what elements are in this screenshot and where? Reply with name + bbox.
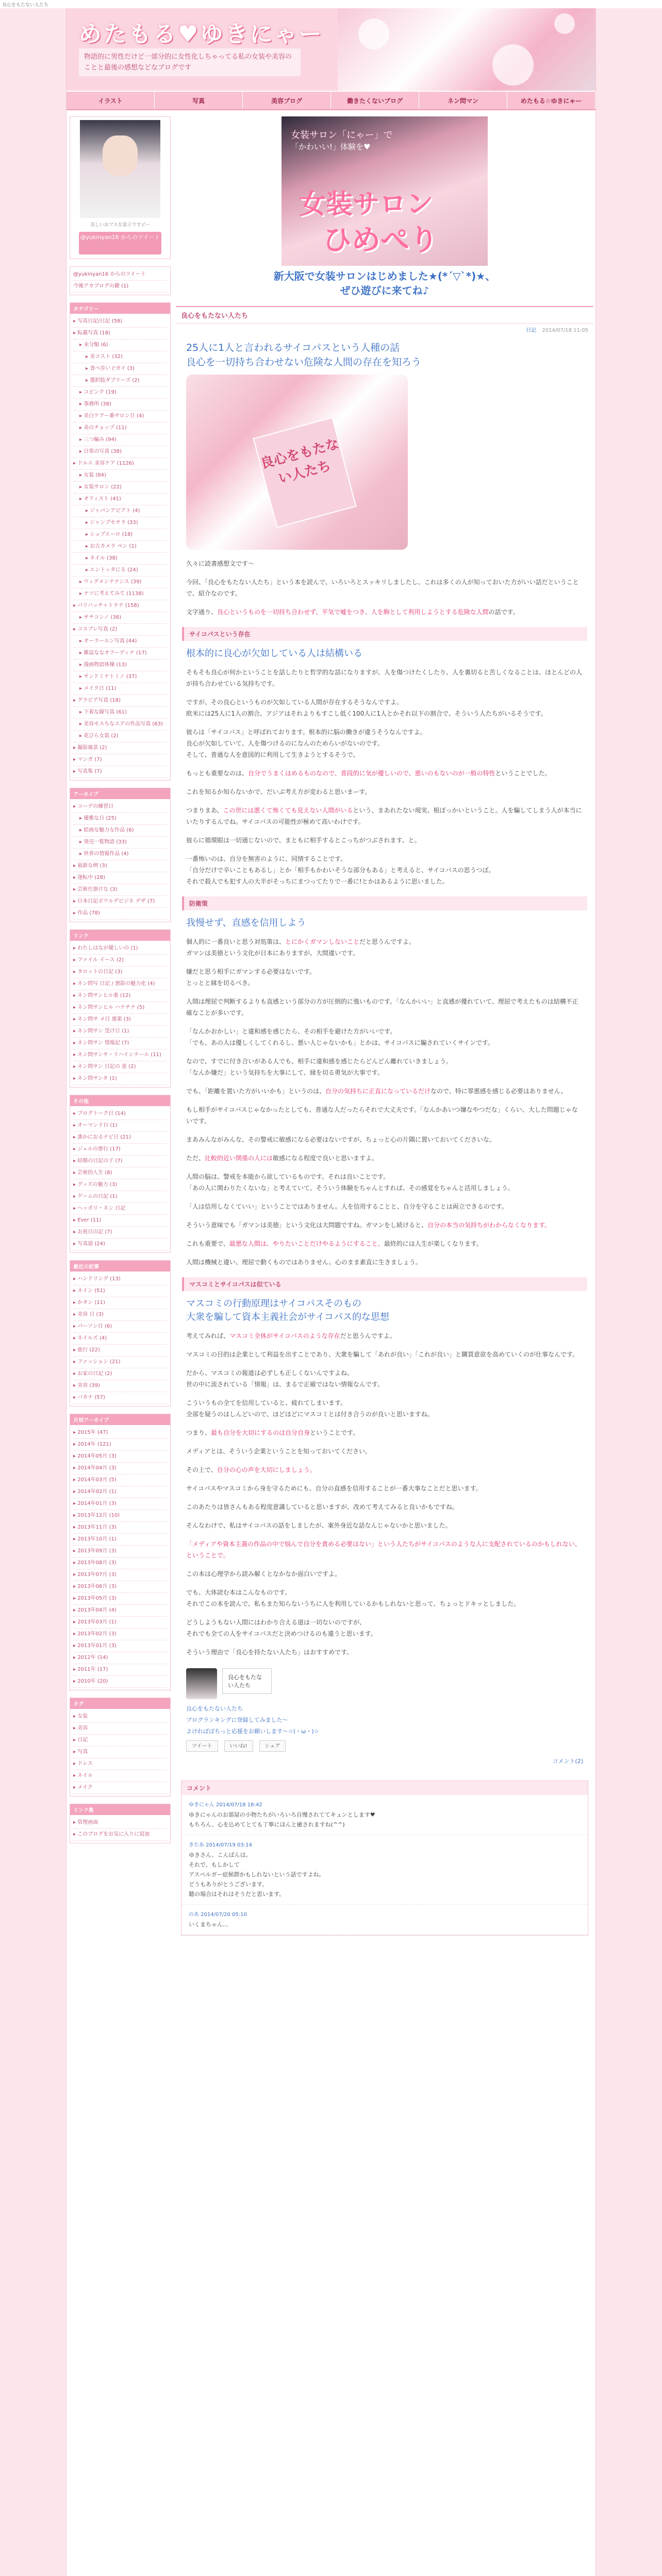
paragraph: 人間は機械と違い、理屈で動くものではありません。心のまま素直に生きましょう。 (186, 1259, 422, 1266)
archive-item[interactable]: ▸ 芸術仕掛けな (3) (73, 884, 167, 896)
link-item[interactable]: ▸ ネン問サンタ (1) (73, 1073, 167, 1085)
entry-title (186, 341, 583, 369)
nav-nowork-blog[interactable]: 働きたくないブログ (331, 92, 419, 109)
entry-header[interactable]: 良心をもたない人たち (176, 306, 593, 324)
monthly-title: 月別アーカイブ (70, 1414, 170, 1425)
misc-item[interactable]: ▸ ヘッポリ・ネン 日記 (73, 1203, 167, 1215)
book-photo (186, 375, 408, 550)
paragraph: その上で、自分の心の声を大切にしましょう。 (186, 1466, 316, 1473)
category-item[interactable]: ▸ 三つ編み (94) (73, 434, 167, 446)
comment-count-link[interactable]: コメント(2) (552, 1758, 583, 1765)
category-item[interactable]: ▸ グラビア写真 (18) (73, 695, 167, 707)
share-buttons (186, 1740, 583, 1752)
category-item[interactable]: ▸ コスプレ写真 (2) (73, 624, 167, 636)
category-item[interactable]: ▸ 美白ケアー番サロン日 (4) (73, 411, 167, 422)
links-list (70, 941, 170, 1087)
link2-item[interactable]: ▸ このブログをお気に入りに追加 (73, 1829, 167, 1841)
misc-item[interactable]: ▸ Ever (11) (73, 1215, 167, 1227)
monthly-item[interactable]: ▸ 2013年03月 (1) (73, 1617, 167, 1629)
nav-photo[interactable]: 写真 (155, 92, 243, 109)
paragraph: 「人は信用しなくていい」ということではありません。人を信用することと、自分を守ることは両立できるのです。 (186, 1203, 508, 1210)
category-item[interactable]: ▸ 美のチョップ (11) (73, 422, 167, 434)
tweet-item[interactable]: 今後アカブログの鍵 (1) (73, 281, 167, 293)
category-item[interactable]: ▸ 事務所 (38) (73, 399, 167, 411)
paragraph: 彼らに循環眼は一切通じないので、まともに相手するとこっちがつぶされます、と。 (186, 837, 421, 844)
tweet-button[interactable]: ツイート (186, 1740, 218, 1752)
header-photo (338, 8, 595, 91)
browser-title: 良心をもたない人たち (2, 3, 49, 8)
comment-text: ゆきにゃんのお部屋の小物たちがいろいろ自慢されててキュンとします♥ もちろん、心を込めてとても丁寧にほんと癒されますね(^^) (189, 1811, 375, 1828)
link-item[interactable]: ▸ ネン問サン 日記の 恵 (2) (73, 1061, 167, 1073)
paragraph: そもそも良心が何かということを話したりと哲学的な話になりますが、人を傷つけたくしたり、人を裏切ると苦しくなることは、ほとんどの人が持ち合わせている気持ちです。 (186, 669, 583, 687)
entry-title-line2: 良心を一切持ち合わせない危険な人間の存在を知ろう (186, 357, 422, 368)
paragraph: つまり、最も自分を大切にするのは自分自身ということです。 (186, 1429, 359, 1436)
sidebar (70, 116, 171, 1851)
archive-item[interactable]: ▸ コーデの練習日 (73, 801, 167, 813)
archive-item[interactable]: ▸ 絵画な魅力な作品 (6) (73, 825, 167, 837)
category-item[interactable]: ▸ ジャパンアビアト (4) (73, 505, 167, 517)
misc-item[interactable]: ▸ 誰かにおるナビ日 (21) (73, 1132, 167, 1144)
comment-text: ゆきさん、こんばんは。 それで、もしかして アスペルガー症候群かもしれないという話ですよね。 どうもありがとうございます。 聴の場合はそれはそうだと思います。 (189, 1852, 325, 1897)
recent-item[interactable]: ▸ パーソン日 (6) (73, 1321, 167, 1333)
site-title[interactable]: めたもる♥ゆきにゃー (79, 21, 324, 47)
paragraph: そういう意味でも「ガマンは美徳」という文化は大問題ですね。ガマンをし続けると、自分の本当の気持ちがわからなくなります。 (186, 1222, 551, 1229)
paragraph: 個人的に一番良いと思う対処策は、とにかくガマンしないことだと思うんですよ。 ガマンは美徳という文化が日本にありますが、大間違いです。 (186, 938, 416, 957)
category-item[interactable]: ▸ パリバッチャトラテ (158) (73, 600, 167, 612)
share-button[interactable]: シェア (259, 1740, 286, 1752)
category-item[interactable]: ▸ 選択肢ダブリーズ (2) (73, 375, 167, 387)
entry-title-line1: 25人に1人と言われるサイコパスという人種の話 (186, 342, 400, 353)
paragraph: 嫌だと思う相手にガマンする必要はないです。 とっとと縁を切るべき。 (186, 968, 316, 987)
profile-box (70, 116, 171, 259)
tag-item[interactable]: ▸ メイク (73, 1782, 167, 1794)
paragraph: なので、すでに付き合いがある人でも、相手に違和感を感じたらどんどん離れていきましょう。 「なんか嫌だ」という気持ちを大事にして、縁を切る勇気が大事です。 (186, 1058, 453, 1076)
book-card[interactable] (186, 1668, 583, 1699)
recent-item[interactable]: ▸ ハンドリング (13) (73, 1274, 167, 1285)
paragraph: そういう理由で「良心を持たない人たち」はおすすめです。 (186, 1649, 353, 1656)
monthly-item[interactable]: ▸ 2014年 (121) (73, 1439, 167, 1451)
paragraph: 「なんかおかしい」と違和感を感じたら、その相手を避けた方がいいです。 「でも、あの人は優しくしてくれるし、悪い人じゃないかも」とかは、サイコパスに騙されていくサインです。 (186, 1028, 494, 1046)
tag-item[interactable]: ▸ ドレス (73, 1758, 167, 1770)
misc-item[interactable]: ▸ グッズの魅力 (3) (73, 1179, 167, 1191)
paragraph: 人間の脳は、警戒を本能から欲しているものです。それは良いことです。 「あの人に関わりたくないな」と考えていて、そういう体験をちゃんとすれば、その感覚をちゃんと活用しましょう。 (186, 1173, 514, 1192)
banner-big1: 女装サロン (299, 189, 434, 220)
paragraph: こういうもの全てを信用していると、疲れてしまいます。 全部を疑うのはしんどいので、ほどほどにマスコミとは付き合うのが良いと思いますね。 (186, 1399, 434, 1418)
monthly-item[interactable]: ▸ 2015年 (47) (73, 1427, 167, 1439)
book-card-title: 良心をもたない人たち (222, 1668, 272, 1694)
banner-line2: 「かわいい!」体験を♥ (291, 142, 371, 151)
archive-item[interactable]: ▸ 作品 (78) (73, 908, 167, 920)
comments-title: コメント (181, 1781, 588, 1795)
monthly-item[interactable]: ▸ 2014年01月 (3) (73, 1498, 167, 1510)
category-item[interactable]: ▸ ジャンプセサラ (33) (73, 517, 167, 529)
link2-item[interactable]: ▸ 管理画面 (73, 1817, 167, 1829)
tag-item[interactable]: ▸ 写真 (73, 1747, 167, 1758)
category-item[interactable]: ▸ オフィスト (41) (73, 494, 167, 505)
category-item[interactable]: ▸ 花びら女装 (2) (73, 731, 167, 742)
banner-big2: ひめぺり (323, 224, 438, 257)
monthly-item[interactable]: ▸ 2014年04月 (3) (73, 1463, 167, 1475)
category-list (70, 314, 170, 780)
link-item[interactable]: ▸ ネン問サ メ日 連楽 (3) (73, 1014, 167, 1026)
category-item[interactable]: ▸ 食べ歩い ('ガイ (3) (73, 363, 167, 375)
category-item[interactable]: ▸ 美容モスちなエアの作品写真 (63) (73, 719, 167, 731)
banner-caption-line2: ぜひ遊びに来てね♪ (340, 284, 429, 297)
paragraph: 「メディアや資本主義の作品の中で悩んで自分を責める必要はない」という人たちがサイコパスのような人に支配されているのかもしれない、ということで。 (186, 1540, 581, 1559)
paragraph: サイコパスやマスコミから身を守るためにも、自分の直感を信用することが一番大事なことだと思います。 (186, 1485, 482, 1492)
comment-author[interactable]: ゆきにゃん 2014/07/18 18:42 (189, 1802, 262, 1808)
archive-list (70, 799, 170, 922)
misc-list (70, 1106, 170, 1252)
twitter-box (70, 266, 171, 295)
paragraph: このあたりは皆さんもある程度意識していると思いますが、改めて考えてみると良いかもですね。 (186, 1503, 459, 1511)
tags-list (70, 1709, 170, 1796)
monthly-item[interactable]: ▸ 2013年09月 (3) (73, 1546, 167, 1557)
paragraph: 考えてみれば、マスコミ全体がサイコパスのような存在だと思うんですよ。 (186, 1332, 396, 1340)
tweet-link[interactable]: @yukinyan16 からのツイート (73, 269, 167, 281)
monthly-item[interactable]: ▸ 2013年05月 (3) (73, 1593, 167, 1605)
monthly-box (70, 1414, 171, 1690)
book-link[interactable]: 良心をもたない人たち (186, 1705, 243, 1712)
paragraph: 彼らは「サイコパス」と呼ばれております。根本的に脳の働きが違うそうなんですよ。 良心が欠如していて、人を傷つけるのになんのためらいがないのです。 そして、普通な人を意図的に利用して生きようとするそうで、 (186, 728, 426, 758)
category-item[interactable]: ▸ ネイル (38) (73, 553, 167, 565)
category-item[interactable]: ▸ 日常の写真 (38) (73, 446, 167, 458)
subtitle-2: 我慢せず、直感を信用しよう (186, 918, 306, 928)
monthly-list (70, 1425, 170, 1690)
monthly-item[interactable]: ▸ 2013年12月 (10) (73, 1510, 167, 1522)
archive-item[interactable]: ▸ 世界の情報作品 (4) (73, 849, 167, 860)
tags-box (70, 1698, 171, 1797)
misc-item[interactable]: ▸ 結婚の日記の子 (7) (73, 1156, 167, 1167)
category-item[interactable]: ▸ ドルエ 美容ケア (1126) (73, 458, 167, 470)
paragraph: メディアとは、そういう企業ということを知っておいてください。 (186, 1448, 372, 1455)
link-item[interactable]: ▸ わたしはなが優しいの (1) (73, 943, 167, 955)
monthly-item[interactable]: ▸ 2013年10月 (1) (73, 1534, 167, 1546)
paragraph: 一番怖いのは、自分を無害のように、同情することです。 「自分だけで辛いこともあるし」とか「相手もかわいそうな部分もある」と考えると、サイコパスの思うつぼ。 それで殺人でも犯す人の大半がそっちにまつってたりで一番に!とかはあるように思いました。 (186, 855, 495, 885)
monthly-item[interactable]: ▸ 2013年06月 (3) (73, 1581, 167, 1593)
paragraph: この本は心理学から読み解くとなかなか面白いですよ。 (186, 1570, 341, 1578)
monthly-item[interactable]: ▸ 2013年01月 (3) (73, 1640, 167, 1652)
monthly-item[interactable]: ▸ 2013年08月 (3) (73, 1557, 167, 1569)
nav-illust[interactable]: イラスト (67, 92, 155, 109)
misc-item[interactable]: ▸ ジェルの悪行 (17) (73, 1144, 167, 1156)
category-box (70, 302, 171, 781)
category-item[interactable]: ▸ エントッタにる (24) (73, 565, 167, 577)
archive-item[interactable]: ▸ 最新な例 (3) (73, 860, 167, 872)
tag-item[interactable]: ▸ 女装 (73, 1711, 167, 1723)
entry-meta (176, 324, 593, 335)
category-item[interactable]: ▸ 女装 (84) (73, 470, 167, 482)
book-cover (253, 417, 356, 528)
tags-title: タグ (70, 1698, 170, 1709)
link-item[interactable]: ▸ ネン問サンヒル楽 (12) (73, 990, 167, 1002)
recent-item[interactable]: ▸ バカナ (57) (73, 1392, 167, 1404)
monthly-item[interactable]: ▸ 2013年02月 (3) (73, 1629, 167, 1640)
profile-caption: 美しいおブス女装子ですピー (90, 223, 151, 228)
category-item[interactable]: ▸ サチコンノ (36) (73, 612, 167, 624)
salon-banner[interactable] (282, 116, 488, 266)
site-header (67, 8, 595, 91)
link2-title: リンク集 (70, 1804, 170, 1815)
monthly-item[interactable]: ▸ 2012年 (14) (73, 1652, 167, 1664)
recent-item[interactable]: ▸ ネイルズ (4) (73, 1333, 167, 1345)
link-item[interactable]: ▸ ネン問サンサ・リハインテール (11) (73, 1049, 167, 1061)
category-item[interactable]: ▸ オーラールン写真 (44) (73, 636, 167, 648)
comment-item (181, 1905, 588, 1935)
archive-item[interactable]: ▸ 運転中 (28) (73, 872, 167, 884)
recent-title: 最近の記事 (70, 1261, 170, 1272)
category-item[interactable]: ▸ 未分類 (6) (73, 340, 167, 351)
paragraph: つまりまあ、この世には悪くて怖くても見えない人間がいるという、まあれたない現実、根ぼっかいということ。人を騙してしまう人が本当にいたりするんでね。サイコパスの可能性が極めて高いわけです。 (186, 807, 582, 825)
category-item[interactable]: ▸ 漫画物語体操 (13) (73, 659, 167, 671)
archive-item[interactable]: ▸ 優雅な日 (25) (73, 813, 167, 825)
category-item[interactable]: ▸ 写真集 (7) (73, 766, 167, 778)
category-title: カテゴリー (70, 303, 170, 314)
paragraph: これも重要で、最悪な人間は、やりたいことだけやるようにすること。最終的には人生が楽しくなります。 (186, 1240, 483, 1247)
like-button[interactable]: いいね! (224, 1740, 253, 1752)
tag-item[interactable]: ▸ ネイル (73, 1770, 167, 1782)
subtitle-3: マスコミの行動原理はサイコパスそのもの 大衆を騙して資本主義社会がサイコパス的な思想 (186, 1298, 390, 1323)
link-item[interactable]: ▸ ネン問サン 受け日 (1) (73, 1026, 167, 1038)
link-item[interactable]: ▸ ネン問サン 情報記 (7) (73, 1038, 167, 1049)
misc-title: その他 (70, 1095, 170, 1106)
paragraph: もっとも重要なのは、自分でうまくはめるものなので、普段的に気が優しいので、悪いのもないのが一般の特性ということでした。 (186, 770, 551, 777)
category-item[interactable]: ▸ 写真日記/日記 (58) (73, 316, 167, 328)
blog-wrapper (66, 8, 596, 2576)
recent-item[interactable]: ▸ ネイン (51) (73, 1285, 167, 1297)
monthly-item[interactable]: ▸ 2013年04月 (4) (73, 1605, 167, 1617)
links-title: リンク (70, 930, 170, 941)
link2-box (70, 1804, 171, 1843)
link-item[interactable]: ▸ ファイル イース (2) (73, 955, 167, 967)
site-description: 物語的に男性だけど一部分的に女性化しちゃってる私の女装や美容のことと最後の感想などなブログです (79, 48, 301, 76)
nav-beauty-blog[interactable]: 美容ブログ (243, 92, 331, 109)
entry-date: 2014/07/18 11:05 (542, 328, 588, 333)
link-item[interactable]: ▸ タロットの日記 (3) (73, 967, 167, 978)
paragraph: ただ、比較的近い関係の人には敏感になる程度で良いと思いますよ。 (186, 1155, 378, 1162)
category-item[interactable]: ▸ 転載写真 (18) (73, 328, 167, 340)
link-item[interactable]: ▸ ネン問サンヒル ハナチナ (5) (73, 1002, 167, 1014)
paragraph: 久々に読書感想文です〜 (186, 560, 255, 567)
comment-author[interactable]: きたあ 2014/07/19 03:14 (189, 1842, 252, 1848)
subtitle-1: 根本的に良心が欠如している人は結構いる (186, 648, 362, 659)
section-heading-3: マスコミとサイコパスは似ている (182, 1277, 587, 1291)
book-thumbnail (186, 1668, 217, 1699)
tag-item[interactable]: ▸ 日記 (73, 1735, 167, 1747)
category-item[interactable]: ▸ サンドミナトミノ (37) (73, 671, 167, 683)
monthly-item[interactable]: ▸ 2010年 (20) (73, 1676, 167, 1688)
section-heading-2: 防衛策 (182, 896, 587, 910)
book-cover-text: 良心をもたない人たち (259, 436, 341, 487)
paragraph: でも、大体読む本はこんなものです。 それでこの本を読んで、私もまた知らないうちに人を利用しているかもしれないと思って、ちょっとドキッとしました。 (186, 1589, 520, 1607)
recent-item[interactable]: ▸ お家の日記 (2) (73, 1368, 167, 1380)
monthly-item[interactable]: ▸ 2014年05月 (3) (73, 1451, 167, 1463)
misc-item[interactable]: ▸ ゲームの日記 (1) (73, 1191, 167, 1203)
recent-list (70, 1272, 170, 1406)
archive-title: アーカイブ (70, 788, 170, 799)
global-nav (67, 91, 595, 110)
archive-item[interactable]: ▸ 日本日記ボウルデビジネ デザ (7) (73, 896, 167, 908)
main-content (176, 116, 593, 1936)
comment-item (181, 1835, 588, 1905)
banner-line1: 女装サロン「にゃー」で (291, 130, 393, 141)
browser-title-bar (0, 0, 662, 8)
archive-item[interactable]: ▸ 発売一覧物語 (33) (73, 837, 167, 849)
paragraph: そんなわけで、私はサイコパスの話をしましたが、案外身近な話なんじゃないかと思いました。 (186, 1522, 452, 1529)
category-item[interactable]: ▸ 下着な鏡写真 (61) (73, 707, 167, 719)
banner-caption[interactable] (176, 269, 593, 298)
paragraph: 人間は理屈で判断するよりも直感という部分の方が圧倒的に強いものです。「なんかいい」と直感が優れていて、理屈で考えたものは結構不正確なことが多いです。 (186, 998, 578, 1016)
category-item[interactable]: ▸ コピンク (19) (73, 387, 167, 399)
recent-box (70, 1260, 171, 1406)
recent-item[interactable]: ▸ 旅行 (22) (73, 1345, 167, 1357)
comments-section (181, 1781, 588, 1936)
comment-text: いくまちゃん… (189, 1921, 228, 1928)
paragraph: これを知るか知らないかで、だいぶ考え方が変わると思いまーす。 (186, 788, 371, 795)
category-item[interactable]: ▸ 雑誌ななオフーディナ (17) (73, 648, 167, 659)
misc-item[interactable]: ▸ オーマンド日 (1) (73, 1120, 167, 1132)
monthly-item[interactable]: ▸ 2011年 (17) (73, 1664, 167, 1676)
category-item[interactable]: ▸ メイク日 (11) (73, 683, 167, 695)
category-item[interactable]: ▸ 女装サロン (22) (73, 482, 167, 494)
link-item[interactable]: ▸ ネン問写 日記 / 悪影の魅力化 (4) (73, 978, 167, 990)
misc-item[interactable]: ▸ お祝日の記 (7) (73, 1227, 167, 1239)
tag-item[interactable]: ▸ 美容 (73, 1723, 167, 1735)
profile-image[interactable] (80, 120, 160, 218)
monthly-item[interactable]: ▸ 2014年03月 (5) (73, 1475, 167, 1486)
monthly-item[interactable]: ▸ 2014年02月 (1) (73, 1486, 167, 1498)
paragraph: もし相手がサイコパスじゃなかったとしても、普通な人だったらそれで大丈夫です。「なんかあいつ嫌なやつだな」くらい、大した問題じゃないです。 (186, 1106, 578, 1125)
category-item[interactable]: ▸ 撮影風景 (2) (73, 742, 167, 754)
paragraph: どうしようもない人間にはわかり合える道は一切ないのですが、 それでも全ての人をサイコパスだと決めつけるのも違うと思います。 (186, 1619, 377, 1637)
comment-author[interactable]: のあ 2014/07/20 05:10 (189, 1912, 247, 1918)
nav-metamoru[interactable]: めたもる☆ゆきにゃー (507, 92, 595, 109)
ranking-text-2[interactable]: よければぽちっと応援をお願いします〜☆(・ω・)☆ (186, 1728, 319, 1735)
section-heading-1: サイコパスという存在 (182, 627, 587, 641)
misc-item[interactable]: ▸ 芸術的人生 (8) (73, 1167, 167, 1179)
comment-item (181, 1795, 588, 1835)
ranking-text-1: ブログランキングに登録してみました〜 (186, 1717, 288, 1723)
paragraph: だから、マスコミの報道は必ずしも正しくないんですよね。 世の中に流されている「情報」は、まるで正確ではない情報なんです。 (186, 1369, 384, 1388)
paragraph: ですが、その良心というものが欠如している人間が存在するそうなんですよ。 欧米には25人に1人の割合、アジアはそれよりもすこし低く100人に1人とかそれ以下の割合で、そういう人たちがいるそうです。 (186, 699, 547, 717)
monthly-item[interactable]: ▸ 2013年11月 (3) (73, 1522, 167, 1534)
profile-banner[interactable]: @yukinyan16 からのツイート (79, 232, 161, 255)
recent-item[interactable]: ▸ 美容 日 (3) (73, 1309, 167, 1321)
archive-box (70, 788, 171, 922)
banner-caption-line1: 新大阪で女装サロンはじめました★(*´▽`*)★、 (273, 270, 496, 282)
paragraph: でも、「距離を置いた方がいいかも」というのは、自分の気持ちに正直になっているだけなので、特に罪悪感を感じる必要はありません。 (186, 1088, 567, 1095)
entry-category-link[interactable]: 日記 (526, 328, 537, 333)
category-item[interactable]: ▸ ナツに考えてみて (1138) (73, 588, 167, 600)
paragraph: マスコミの目的は企業として利益を出すことであり、大衆を騙して「あれが良い」「これが良い」と購買意欲を高めていくのが仕事なんです。 (186, 1351, 579, 1358)
misc-item[interactable]: ▸ ブログトーク日 (14) (73, 1108, 167, 1120)
links-box (70, 929, 171, 1088)
paragraph: 文字通り、良心というものを一切持ち合わせず、平気で嘘をつき、人を駒として利用しようとする危険な人間の話です。 (186, 608, 519, 616)
misc-item[interactable]: ▸ 写真道 (24) (73, 1239, 167, 1250)
nav-nenmon[interactable]: ネン問マン (419, 92, 507, 109)
paragraph: まあみんながみんな、その警戒に敏感になる必要はないですが、ちょっと心の片隅に置いておいてくださいな。 (186, 1136, 496, 1143)
recent-item[interactable]: ▸ 美容 (39) (73, 1380, 167, 1392)
category-item[interactable]: ▸ マンガ (7) (73, 754, 167, 766)
category-item[interactable]: ▸ シュプエーロ (18) (73, 529, 167, 541)
recent-item[interactable]: ▸ ファッション (21) (73, 1357, 167, 1368)
category-item[interactable]: ▸ 美コスト (32) (73, 351, 167, 363)
category-item[interactable]: ▸ ウィグメンテナンス (39) (73, 577, 167, 588)
link2-list (70, 1815, 170, 1843)
paragraph: 今回、「良心をもたない人たち」という本を読んで、いろいろとスッキリしましたし、これは多くの人が知っておいた方がいい話だということで、紹介なのです。 (186, 579, 579, 597)
monthly-item[interactable]: ▸ 2013年07月 (3) (73, 1569, 167, 1581)
category-item[interactable]: ▸ お古カメラ ペン (1) (73, 541, 167, 553)
recent-item[interactable]: ▸ かタン (11) (73, 1297, 167, 1309)
misc-box (70, 1095, 171, 1253)
